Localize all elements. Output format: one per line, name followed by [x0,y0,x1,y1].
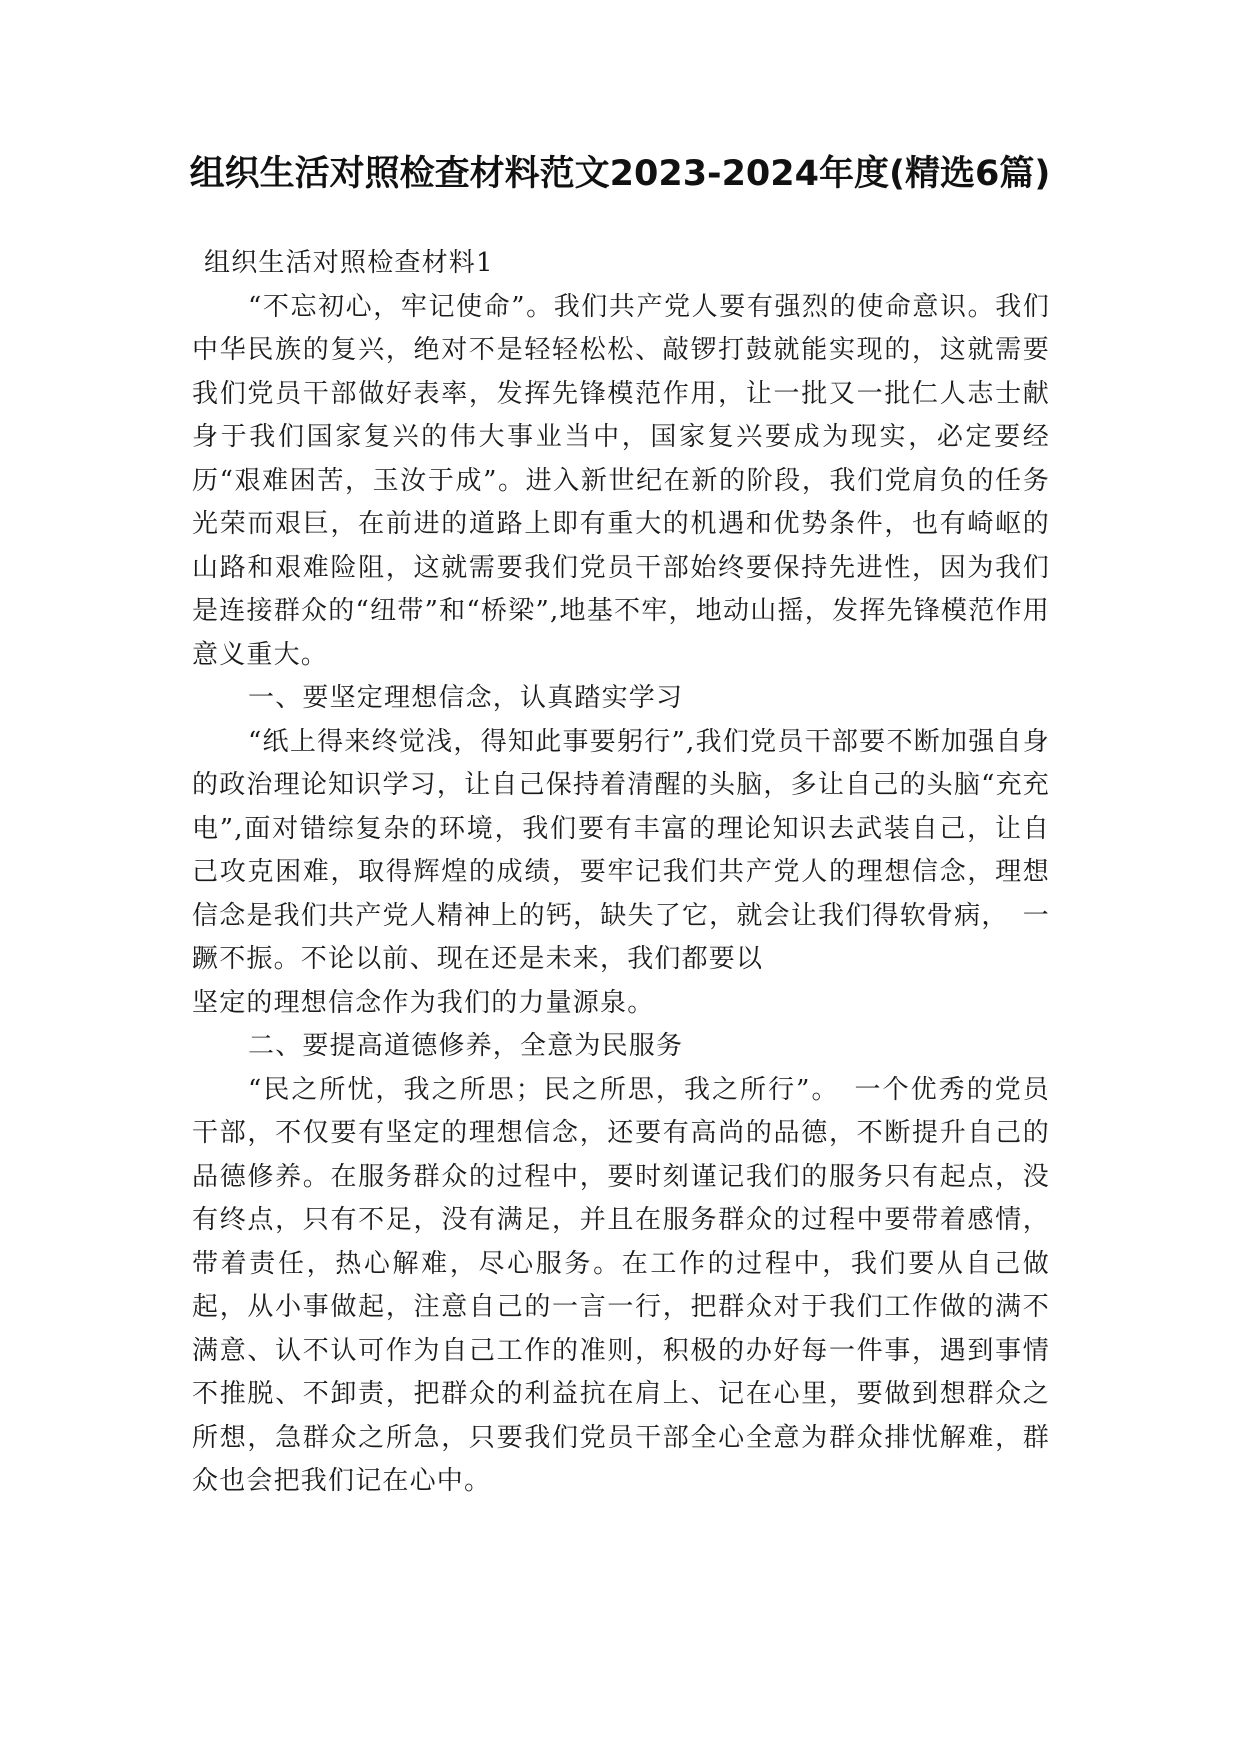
paragraph-ideals-continued: 坚定的理想信念作为我们的力量源泉。 [192,987,655,1018]
subheading-ideals: 一、要坚定理想信念，认真踏实学习 [248,683,684,713]
document-body [192,242,1050,1504]
paragraph-intro: “不忘初心，牢记使命”。我们共产党人要有强烈的使命意识。我们中华民族的复兴，绝对不是轻轻松松、敲锣打鼓就能实现的，这就需要我们党员干部做好表率，发挥先锋模范作用，让一批又一批仁人志士献身于我们国家复兴的伟大事业当中，国家复兴要成为现实，必定要经历“艰难困苦，玉汝于成”。进入新世纪在新的阶段，我们党肩负的任务光荣而艰巨，在前进的道路上即有重大的机遇和优势条件，也有崎岖的山路和艰难险阻，这就需要我们党员干部始终要保持先进性，因为我们是连接群众的“纽带”和“桥梁”,地基不牢，地动山摇，发挥先锋模范作用意义重大。 [192,291,1050,670]
section-heading: 组织生活对照检查材料1 [204,248,494,278]
paragraph-morality: “民之所忧，我之所思；民之所思，我之所行”。 一个优秀的党员干部，不仅要有坚定的理想信念，还要有高尚的品德，不断提升自己的品德修养。在服务群众的过程中，要时刻谨记我们的服务只有起点，没有终点，只有不足，没有满足，并且在服务群众的过程中要带着感情，带着责任，热心解难，尽心服务。在工作的过程中，我们要从自己做起，从小事做起，注意自己的一言一行，把群众对于我们工作做的满不满意、认不认可作为自己工作的准则，积极的办好每一件事，遇到事情不推脱、不卸责，把群众的利益抗在肩上、记在心里，要做到想群众之所想，急群众之所急，只要我们党员干部全心全意为群众排忧解难，群众也会把我们记在心中。 [192,1074,1050,1496]
subheading-morality: 二、要提高道德修养，全意为民服务 [248,1031,684,1061]
document-title: 组织生活对照检查材料范文2023-2024年度(精选6篇) [189,154,1051,194]
paragraph-ideals: “纸上得来终觉浅，得知此事要躬行”,我们党员干部要不断加强自身的政治理论知识学习，让自己保持着清醒的头脑，多让自己的头脑“充充电”,面对错综复杂的环境，我们要有丰富的理论知识去武装自己，让自己攻克困难，取得辉煌的成绩，要牢记我们共产党人的理想信念，理想信念是我们共产党人精神上的钙，缺失了它，就会让我们得软骨病， 一蹶不振。不论以前、现在还是未来，我们都要以 [192,726,1050,974]
